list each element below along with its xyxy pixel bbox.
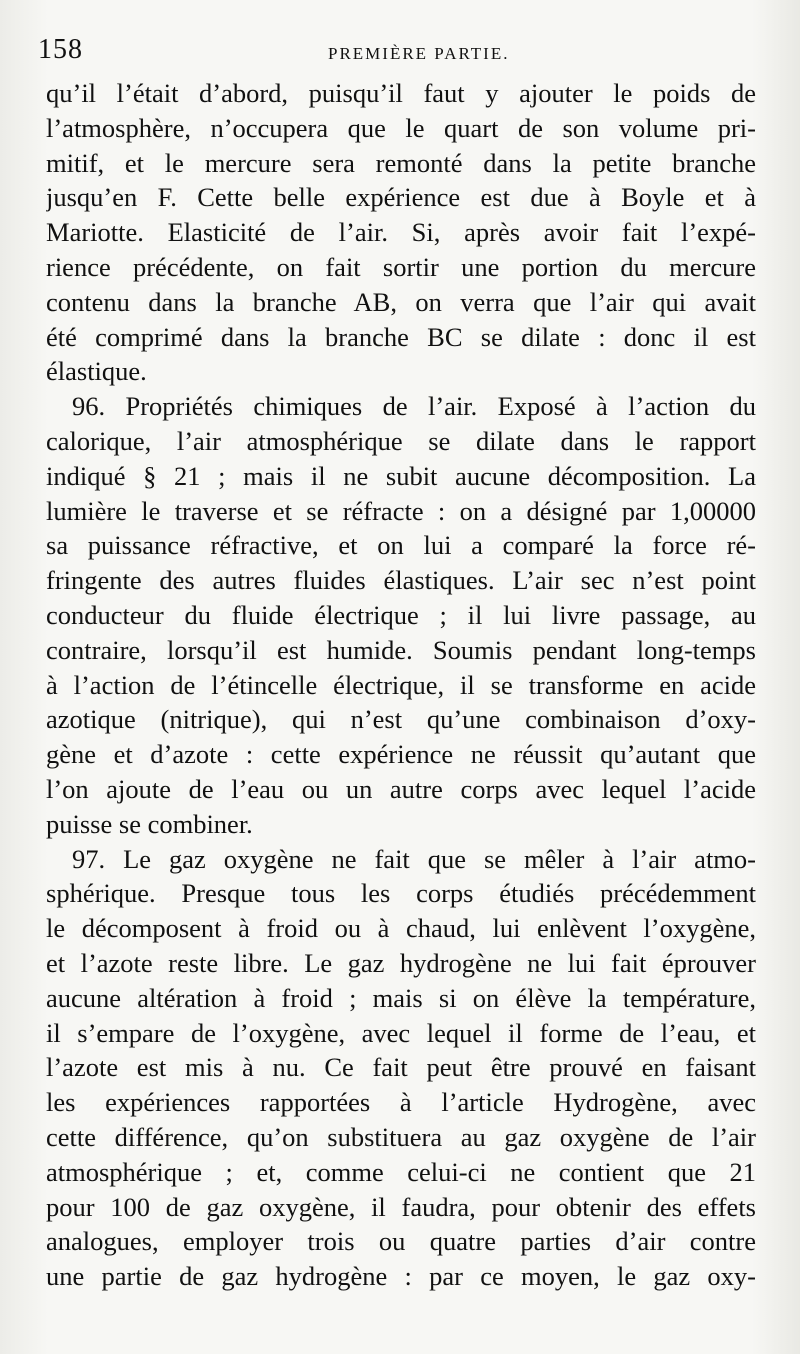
text-line: l’atmosphère, n’occupera que le quart de son volume pri- (46, 112, 756, 143)
text-line: puisse se combiner. (46, 808, 253, 839)
text-line: jusqu’en F. Cette belle expérience est due à Boyle et à (46, 182, 756, 213)
text-line: calorique, l’air atmosphérique se dilate dans le rapport (46, 425, 756, 456)
text-line: atmosphérique ; et, comme celui-ci ne contient que 21 (46, 1156, 756, 1187)
paragraph-97-start: 97. Le gaz oxygène ne fait que se mêler à l’air atmo- (72, 843, 756, 874)
text-line: été comprimé dans la branche BC se dilate : donc il est (46, 321, 756, 352)
text-line: Mariotte. Elasticité de l’air. Si, après avoir fait l’expé- (46, 217, 756, 248)
text-line: cette différence, qu’on substituera au gaz oxygène de l’air (46, 1121, 756, 1152)
text-line: à l’action de l’étincelle électrique, il se transforme en acide (46, 669, 756, 700)
text-line: analogues, employer trois ou quatre parties d’air contre (46, 1226, 756, 1257)
text-line: il s’empare de l’oxygène, avec lequel il forme de l’eau, et (46, 1017, 756, 1048)
text-line: sa puissance réfractive, et on lui a comparé la force ré- (46, 530, 756, 561)
text-line: contenu dans la branche AB, on verra que l’air qui avait (46, 286, 756, 317)
text-line: indiqué § 21 ; mais il ne subit aucune décomposition. La (46, 460, 756, 491)
text-line: élastique. (46, 356, 147, 387)
page-header (38, 34, 758, 70)
text-line: gène et d’azote : cette expérience ne réussit qu’autant que (46, 739, 756, 770)
text-line: une partie de gaz hydrogène : par ce moyen, le gaz oxy- (46, 1261, 756, 1292)
text-line: et l’azote reste libre. Le gaz hydrogène ne lui fait éprouver (46, 947, 756, 978)
body-text (46, 76, 756, 1294)
text-line: lumière le traverse et se réfracte : on a désigné par 1,00000 (46, 495, 756, 526)
running-head: PREMIÈRE PARTIE. (328, 44, 510, 63)
paragraph-96-start: 96. Propriétés chimiques de l’air. Exposé à l’action du (72, 391, 756, 422)
text-line: rience précédente, on fait sortir une portion du mercure (46, 251, 756, 282)
text-line: sphérique. Presque tous les corps étudiés précédemment (46, 878, 756, 909)
text-line: azotique (nitrique), qui n’est qu’une combinaison d’oxy- (46, 704, 756, 735)
text-line: l’on ajoute de l’eau ou un autre corps avec lequel l’acide (46, 773, 756, 804)
text-line: fringente des autres fluides élastiques. L’air sec n’est point (46, 565, 756, 596)
text-line: qu’il l’était d’abord, puisqu’il faut y ajouter le poids de (46, 78, 756, 108)
text-line: mitif, et le mercure sera remonté dans la petite branche (46, 147, 756, 178)
text-line: le décomposent à froid ou à chaud, lui enlèvent l’oxygène, (46, 913, 756, 944)
text-line: l’azote est mis à nu. Ce fait peut être prouvé en faisant (46, 1052, 756, 1083)
page-number: 158 (38, 34, 83, 65)
text-line: conducteur du fluide électrique ; il lui livre passage, au (46, 599, 756, 630)
text-line: les expériences rapportées à l’article Hydrogène, avec (46, 1087, 756, 1118)
text-line: pour 100 de gaz oxygène, il faudra, pour obtenir des effets (46, 1191, 756, 1222)
text-line: aucune altération à froid ; mais si on élève la température, (46, 982, 756, 1013)
text-line: contraire, lorsqu’il est humide. Soumis pendant long-temps (46, 634, 756, 665)
